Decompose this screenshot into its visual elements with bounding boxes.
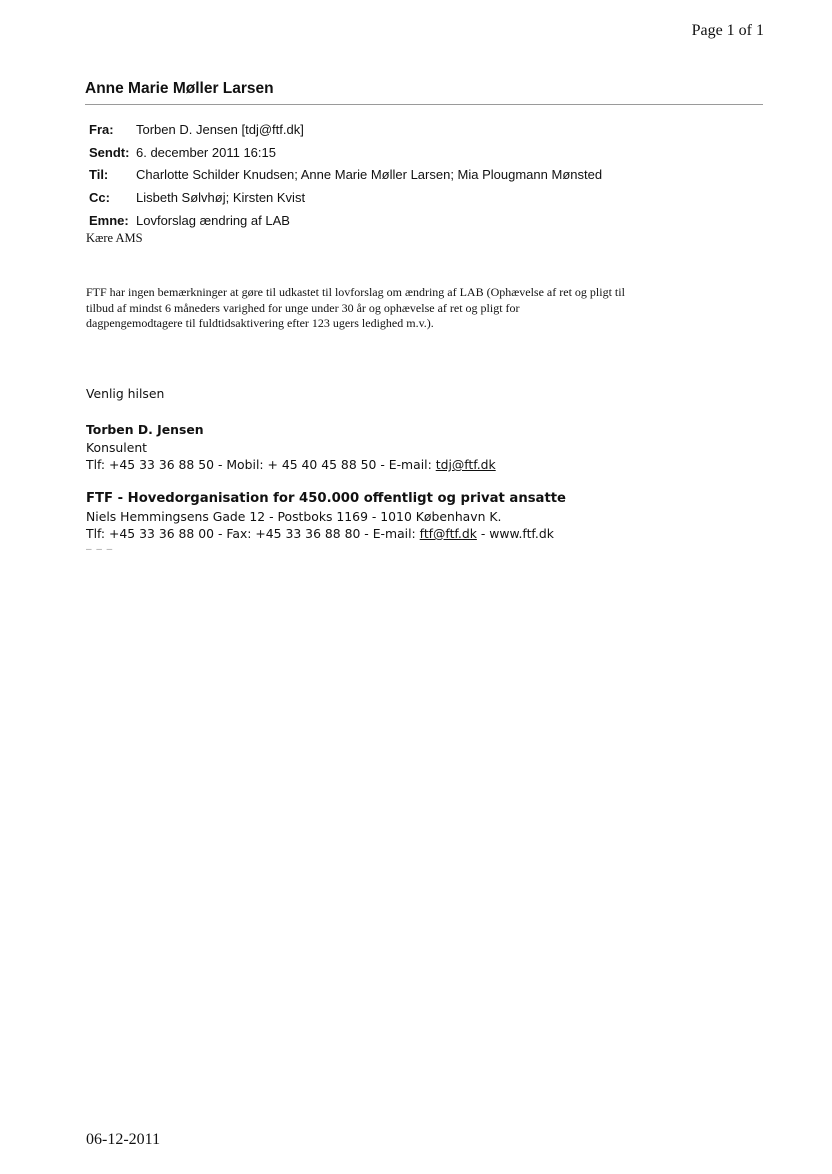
organization-website: - www.ftf.dk <box>476 526 554 541</box>
mailbox-owner-name: Anne Marie Møller Larsen <box>85 80 274 97</box>
organization-contact-text: Tlf: +45 33 36 88 00 - Fax: +45 33 36 88 80 - E-mail: <box>86 526 420 541</box>
organization-email-link[interactable]: ftf@ftf.dk <box>419 526 477 541</box>
body-line: FTF har ingen bemærkninger at gøre til udkastet til lovforslag om ændring af LAB (Ophævelse af ret og pligt til <box>86 285 625 299</box>
signature-contact-text: Tlf: +45 33 36 88 50 - Mobil: + 45 40 45 88 50 - E-mail: <box>86 457 436 472</box>
message-body <box>86 285 746 332</box>
header-value-to: Charlotte Schilder Knudsen; Anne Marie Møller Larsen; Mia Plougmann Mønsted <box>136 167 603 183</box>
header-label-sent: Sendt: <box>89 144 130 160</box>
organization-address: Niels Hemmingsens Gade 12 - Postboks 1169 - 1010 København K. <box>86 508 502 524</box>
signature-contact <box>86 456 496 474</box>
organization-contact <box>86 525 566 543</box>
header-label-cc: Cc: <box>89 189 110 205</box>
header-row-to <box>89 163 602 186</box>
body-line: tilbud af mindst 6 måneders varighed for unge under 30 år og ophævelse af ret og pligt for <box>86 300 520 315</box>
separator-dashes: – – – <box>86 544 114 555</box>
header-value-cc: Lisbeth Sølvhøj; Kirsten Kvist <box>136 189 306 205</box>
header-row-from <box>89 118 602 141</box>
greeting: Kære AMS <box>86 231 143 245</box>
header-value-from: Torben D. Jensen [tdj@ftf.dk] <box>136 121 304 137</box>
header-row-cc <box>89 186 602 209</box>
signature-title: Konsulent <box>86 439 148 455</box>
footer-date: 06-12-2011 <box>86 1131 161 1148</box>
header-value-sent: 6. december 2011 16:15 <box>136 144 276 160</box>
header-value-subject: Lovforslag ændring af LAB <box>136 212 290 228</box>
organization-name: FTF - Hovedorganisation for 450.000 offentligt og privat ansatte <box>86 491 567 506</box>
header-label-from: Fra: <box>89 121 114 137</box>
organization-block <box>86 490 566 543</box>
page-number: Page 1 of 1 <box>691 22 764 39</box>
signature-email-link[interactable]: tdj@ftf.dk <box>435 457 496 472</box>
header-label-subject: Emne: <box>89 212 129 228</box>
header-label-to: Til: <box>89 167 109 183</box>
header-row-sent <box>89 141 602 164</box>
signature-name: Torben D. Jensen <box>86 422 204 437</box>
header-row-subject <box>89 209 602 232</box>
header-divider <box>85 104 763 105</box>
body-line: dagpengemodtagere til fuldtidsaktivering efter 123 ugers ledighed m.v.). <box>86 316 434 330</box>
email-header-block <box>89 118 602 231</box>
signature-block <box>86 421 496 474</box>
closing: Venlig hilsen <box>86 386 165 401</box>
